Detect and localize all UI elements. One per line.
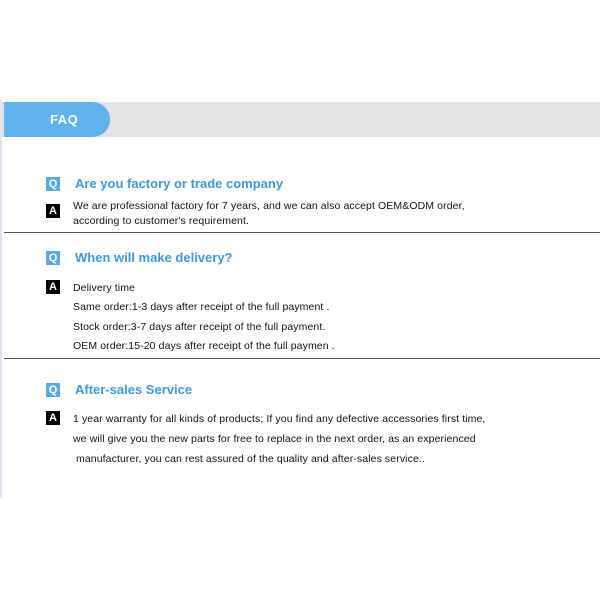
faq-divider-2: [4, 358, 600, 359]
question-3: After-sales Service: [75, 382, 193, 397]
panel-left-edge: [0, 100, 2, 498]
answer-1-line-1: We are professional factory for 7 years, and we can also accept OEM&ODM order,: [73, 200, 465, 212]
answer-2-line-2: Same order:1-3 days after receipt of the full payment .: [73, 301, 330, 313]
answer-3-line-1: 1 year warranty for all kinds of products; If you find any defective accessories first time,: [73, 413, 486, 425]
answer-2-line-3: Stock order:3-7 days after receipt of the full payment.: [73, 321, 326, 333]
answer-3-line-2: we will give you the new parts for free to replace in the next order, as an experienced: [73, 433, 476, 445]
question-badge-3: Q: [46, 383, 60, 397]
question-badge-1: Q: [46, 177, 60, 191]
answer-badge-1: A: [46, 204, 60, 218]
question-1: Are you factory or trade company: [75, 176, 284, 191]
question-2: When will make delivery?: [75, 250, 233, 265]
answer-1-line-2: according to customer's requirement.: [73, 215, 250, 227]
answer-3-line-3: manufacturer, you can rest assured of the quality and after-sales service..: [76, 453, 425, 465]
answer-2-line-1: Delivery time: [73, 282, 135, 294]
answer-2-line-4: OEM order:15-20 days after receipt of the full paymen .: [73, 340, 335, 352]
answer-badge-3: A: [46, 411, 60, 425]
faq-title: FAQ: [50, 112, 79, 127]
question-badge-2: Q: [46, 251, 60, 265]
faq-divider-1: [4, 232, 600, 233]
answer-badge-2: A: [46, 280, 60, 294]
